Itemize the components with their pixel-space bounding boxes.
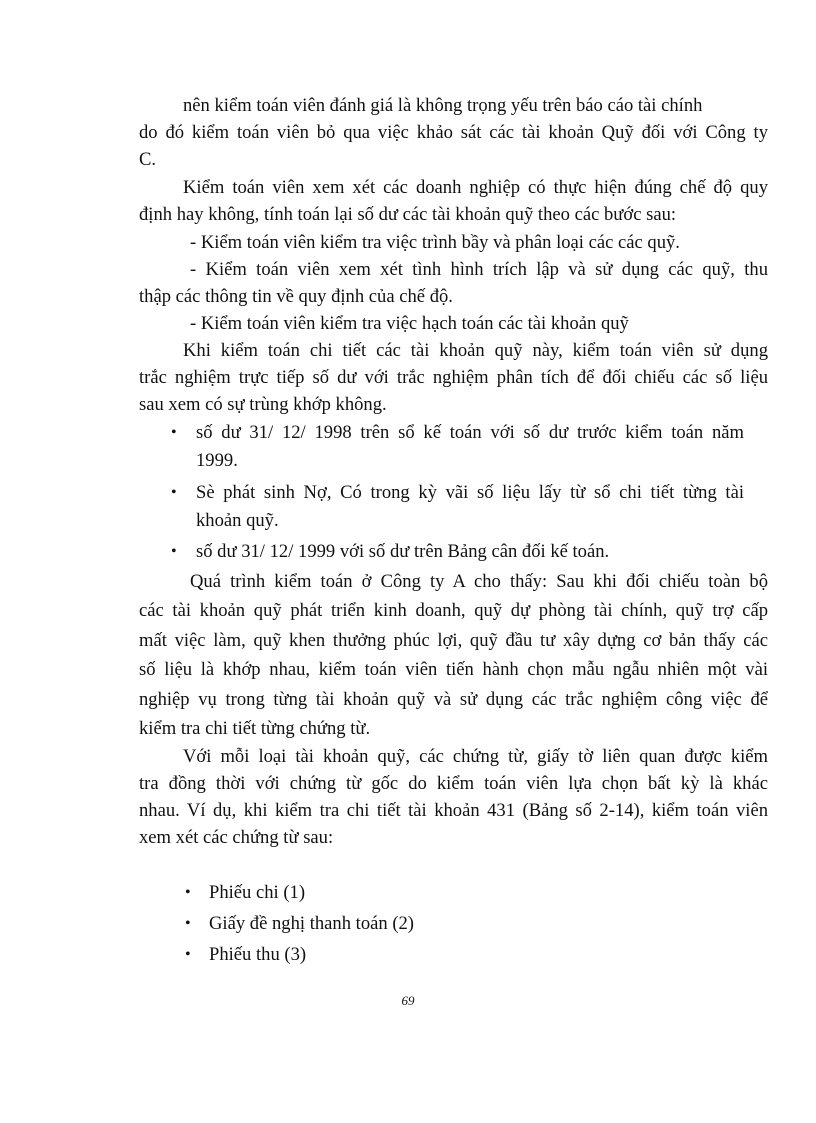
bullet-item: số dư 31/ 12/ 1998 trên sổ kế toán với số dư trước kiểm toán năm [196,422,744,443]
bullet-icon: • [185,946,191,963]
bullet-item: Phiếu chi (1) [209,882,306,903]
bullet-icon: • [185,884,191,901]
text-line: định hay không, tính toán lại số dư các tài khoản quỹ theo các bước sau: [139,204,677,225]
text-line: thập các thông tin về quy định của chế độ. [139,286,453,307]
text-line: nên kiểm toán viên đánh giá là không trọng yếu trên báo cáo tài chính [183,95,703,116]
text-line: trắc nghiệm trực tiếp số dư với trắc nghiệm phân tích để đối chiếu các số liệu [139,367,768,388]
bullet-icon: • [171,543,177,560]
text-line: số liệu là khớp nhau, kiểm toán viên tiến hành chọn mẫu ngẫu nhiên một vài [139,659,768,680]
text-line: kiểm tra chi tiết từng chứng từ. [139,718,371,739]
text-line: các tài khoản quỹ phát triển kinh doanh, quỹ dự phòng tài chính, quỹ trợ cấp [139,600,768,621]
text-line: Khi kiểm toán chi tiết các tài khoản quỹ này, kiểm toán viên sử dụng [183,340,768,361]
bullet-item: Phiếu thu (3) [209,944,307,965]
text-line: Quá trình kiểm toán ở Công ty A cho thấy: Sau khi đối chiếu toàn bộ [190,571,768,592]
bullet-icon: • [185,915,191,932]
text-line: nghiệp vụ trong từng tài khoản quỹ và sử dụng các trắc nghiệm công việc để [139,689,768,710]
dash-item: - Kiểm toán viên xem xét tình hình trích lập và sử dụng các quỹ, thu [190,259,768,280]
text-line: C. [139,149,157,170]
bullet-item: số dư 31/ 12/ 1999 với số dư trên Bảng cân đối kế toán. [196,541,610,562]
text-line: do đó kiểm toán viên bỏ qua việc khảo sát các tài khoản Quỹ đối với Công ty [139,122,768,143]
text-line: Kiểm toán viên xem xét các doanh nghiệp có thực hiện đúng chế độ quy [183,177,768,198]
text-line: tra đồng thời với chứng từ gốc do kiểm toán viên lựa chọn bất kỳ là khác [139,773,768,794]
bullet-item: Giấy đề nghị thanh toán (2) [209,913,414,934]
text-line: sau xem có sự trùng khớp không. [139,394,387,415]
bullet-item: Sè phát sinh Nợ, Có trong kỳ vãi số liệu lấy từ sổ chi tiết từng tài [196,482,744,503]
bullet-icon: • [171,424,177,441]
text-line: 1999. [196,450,238,471]
text-line: nhau. Ví dụ, khi kiểm tra chi tiết tài khoản 431 (Bảng số 2-14), kiểm toán viên [139,800,768,821]
dash-item: - Kiểm toán viên kiểm tra việc hạch toán các tài khoản quỹ [190,313,629,334]
dash-item: - Kiểm toán viên kiểm tra việc trình bầy và phân loại các các quỹ. [190,232,680,253]
text-line: xem xét các chứng từ sau: [139,827,334,848]
bullet-icon: • [171,484,177,501]
text-line: mất việc làm, quỹ khen thưởng phúc lợi, quỹ đầu tư xây dựng cơ bản thấy các [139,630,768,651]
text-line: Với mỗi loại tài khoản quỹ, các chứng từ, giấy tờ liên quan được kiểm [183,746,768,767]
page-number: 69 [401,993,415,1008]
text-line: khoản quỹ. [196,510,279,531]
